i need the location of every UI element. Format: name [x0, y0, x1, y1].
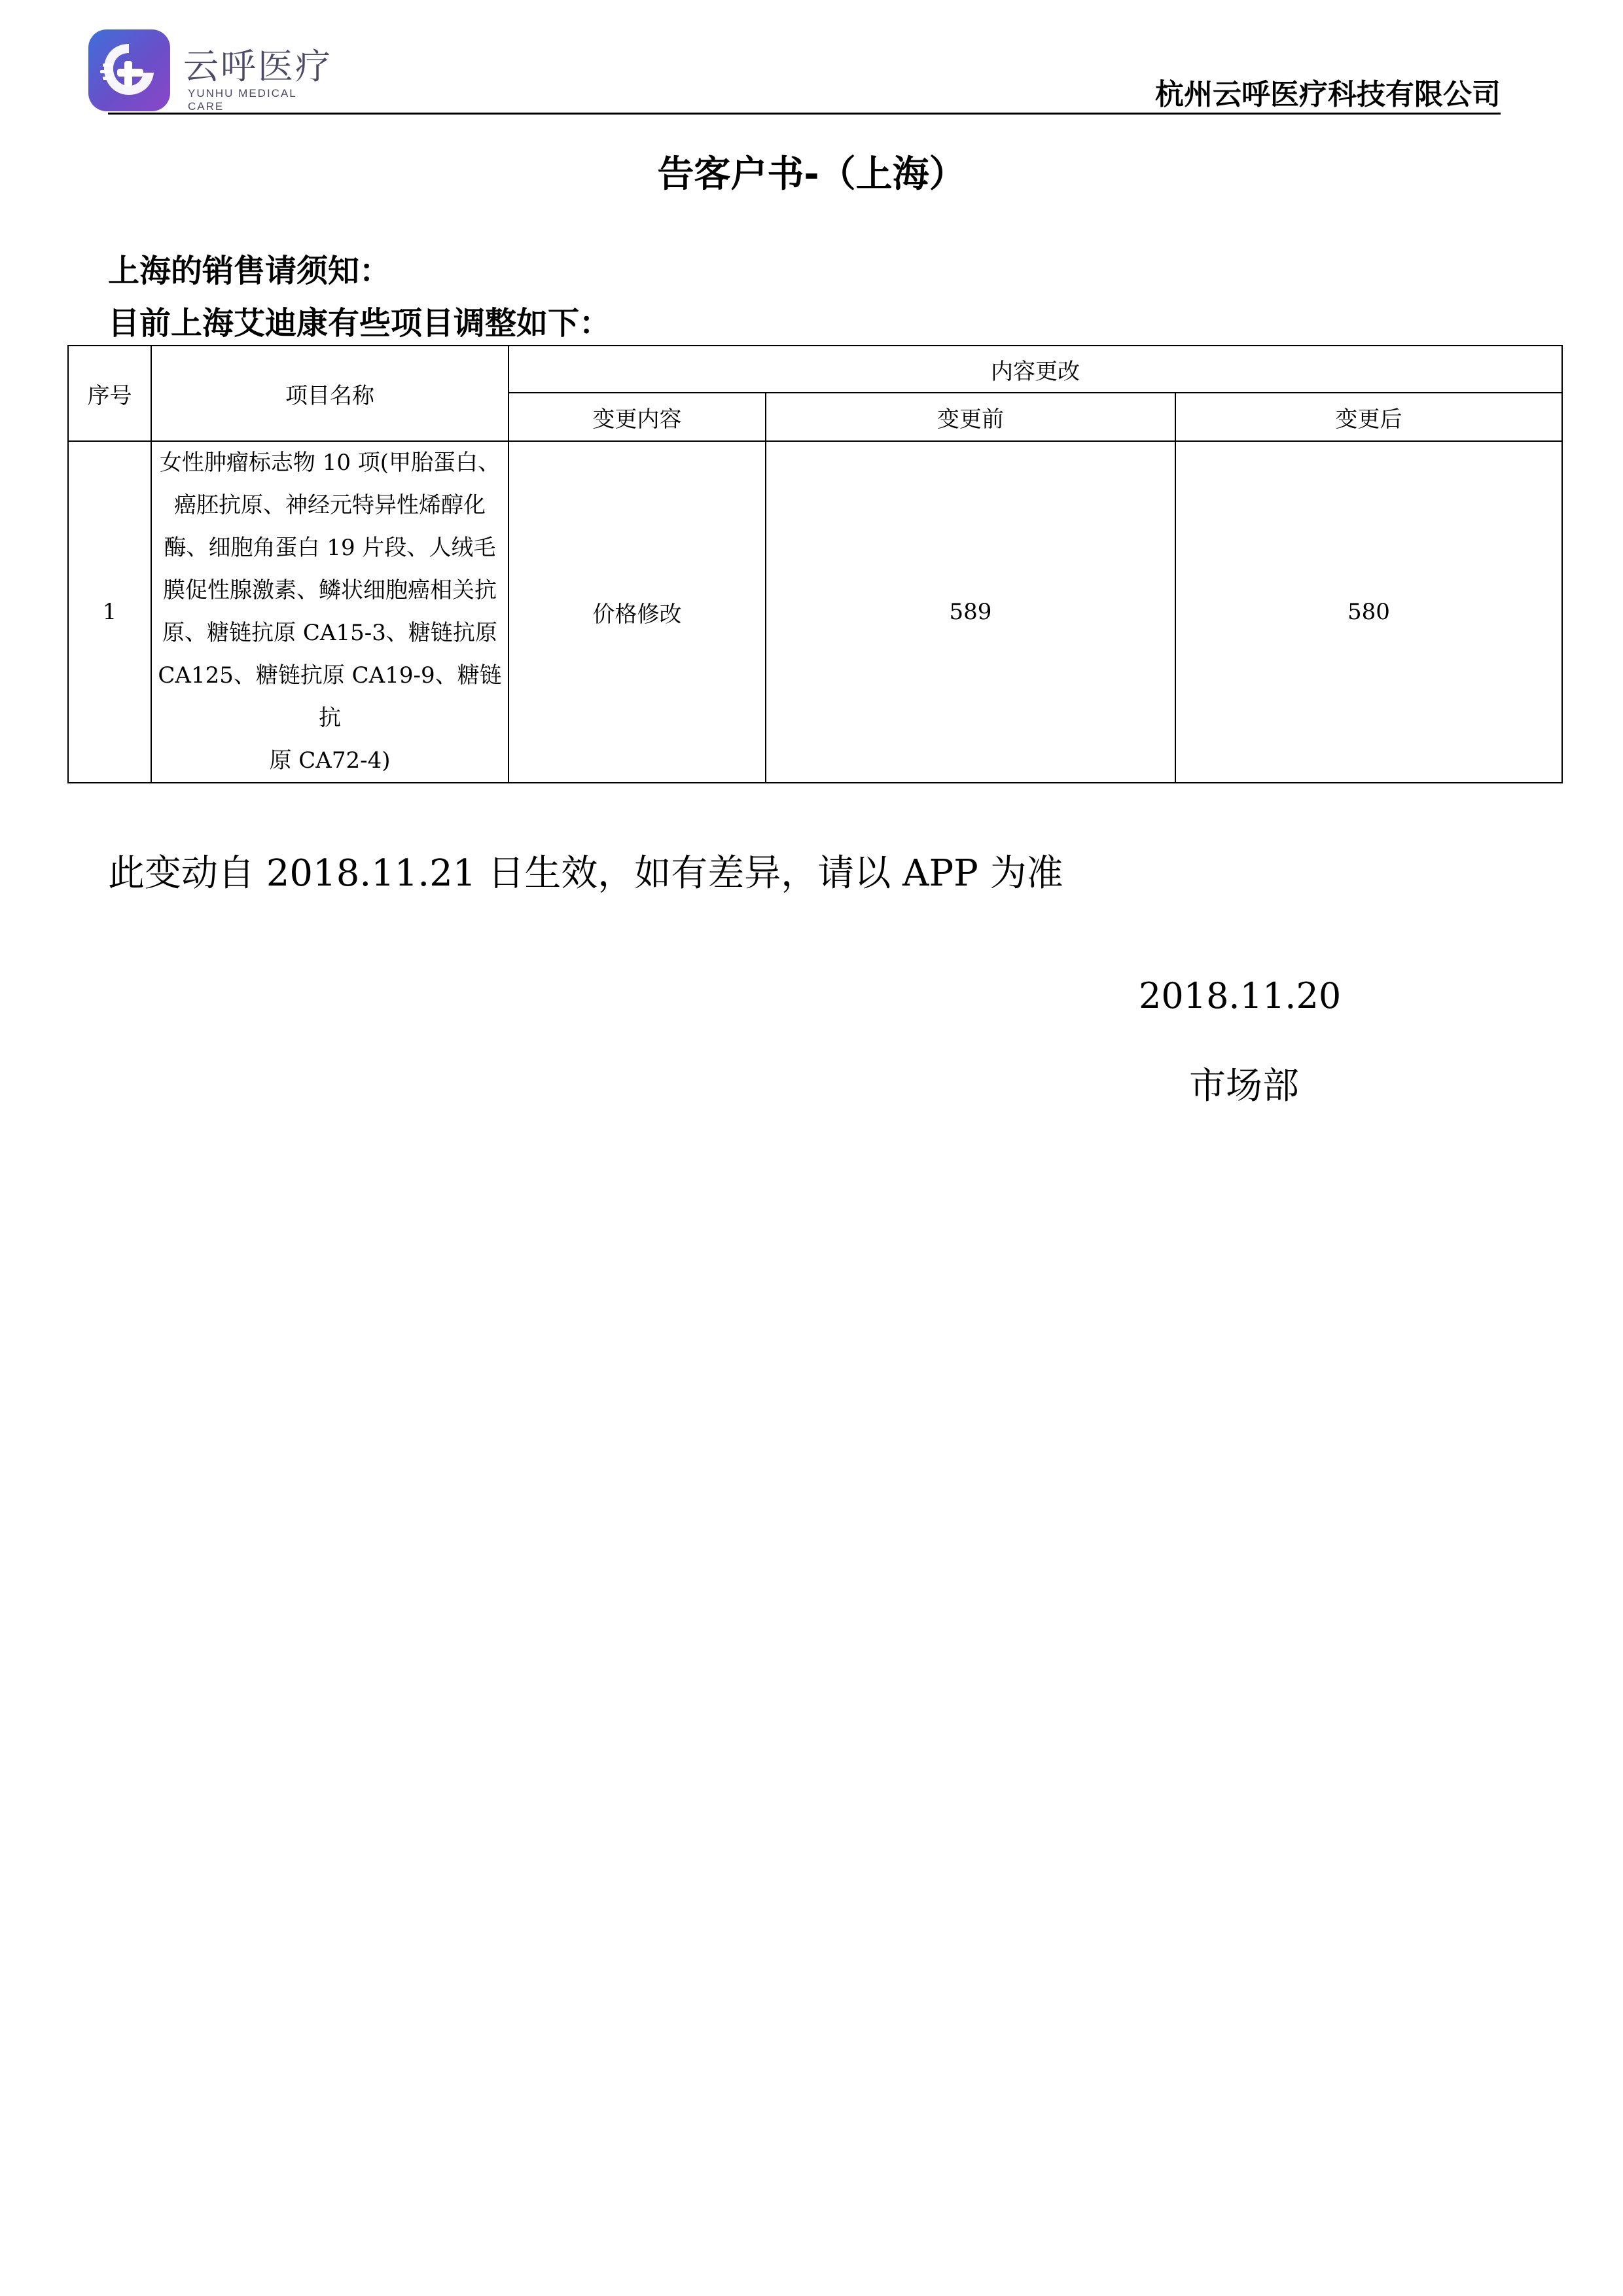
item-name-line: 原、糖链抗原 CA15-3、糖链抗原: [162, 620, 497, 646]
header-divider: [108, 113, 1501, 115]
company-name: 杭州云呼医疗科技有限公司: [1155, 78, 1501, 111]
effective-notice: 此变动自 2018.11.21 日生效，如有差异，请以 APP 为准: [108, 852, 1063, 895]
item-name-line: 膜促性腺激素、鳞状细胞癌相关抗: [163, 577, 497, 603]
signature-department: 市场部: [1189, 1065, 1299, 1107]
cell-change-content: 价格修改: [508, 441, 766, 783]
item-name-line: 癌胚抗原、神经元特异性烯醇化: [174, 492, 486, 518]
item-name-line: 酶、细胞角蛋白 19 片段、人绒毛: [164, 535, 496, 561]
item-name-line: 原 CA72-4): [269, 747, 391, 774]
item-name-line: 女性肿瘤标志物 10 项(甲胎蛋白、: [159, 450, 501, 476]
table-header-row: [68, 346, 1562, 393]
logo-text-en: YUNHU MEDICAL CARE: [188, 87, 297, 113]
cell-after: 580: [1175, 441, 1562, 783]
cell-seq: 1: [68, 441, 151, 783]
signature-date: 2018.11.20: [1139, 975, 1342, 1016]
cell-item-name: [151, 441, 508, 783]
header-change-content: 变更内容: [508, 393, 766, 441]
cell-before: 589: [766, 441, 1175, 783]
subheading-adjustments: 目前上海艾迪康有些项目调整如下：: [108, 305, 611, 342]
item-name-line: CA125、糖链抗原 CA19-9、糖链抗: [158, 662, 502, 731]
changes-table: [67, 345, 1563, 783]
company-logo: [88, 29, 337, 111]
document-title: 告客户书-（上海）: [657, 153, 966, 196]
logo-mark-icon: [88, 29, 170, 111]
table-row: [68, 441, 1562, 783]
logo-text-cn: 云呼医疗: [183, 46, 332, 87]
header-before: 变更前: [766, 393, 1175, 441]
header-content-change: 内容更改: [508, 346, 1562, 393]
subheading-sales-notice: 上海的销售请须知：: [108, 253, 391, 289]
header-item-name: 项目名称: [151, 346, 508, 441]
header-after: 变更后: [1175, 393, 1562, 441]
header-seq: 序号: [68, 346, 151, 441]
